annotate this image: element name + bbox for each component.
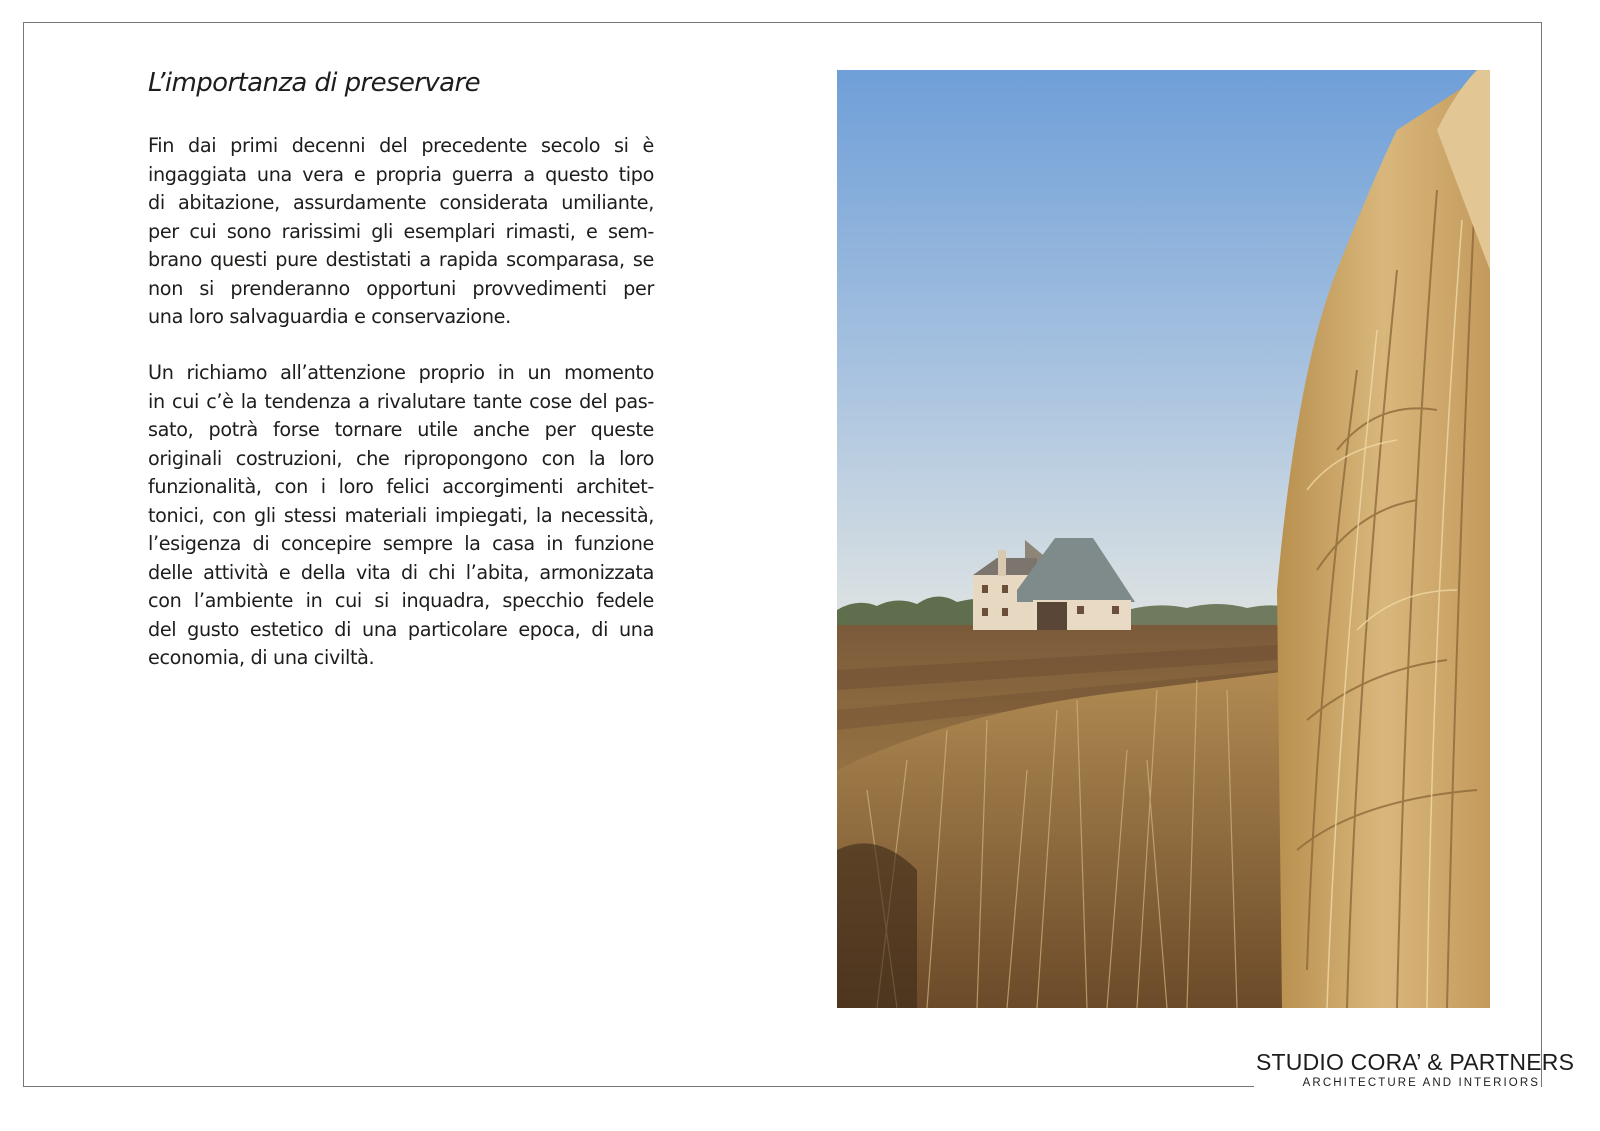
farmhouse-photo <box>837 70 1490 1008</box>
text-line: ingaggiata una vera e propria guerra a questo tipo <box>148 162 654 186</box>
text-line: Un richiamo all’attenzione proprio in un momento <box>148 361 654 384</box>
paragraph-1 <box>148 132 654 332</box>
text-line: delle attività e della vita di chi l’abita, armonizzata <box>148 560 654 584</box>
page-title: L’importanza di preservare <box>148 68 480 98</box>
text-line: con l’ambiente in cui si inquadra, specchio fedele <box>148 589 654 612</box>
page-frame-bottom-rule <box>23 1086 1254 1087</box>
text-line: in cui c’è la tendenza a rivalutare tante cose del pas- <box>148 389 654 413</box>
text-line: originali costruzioni, che ripropongono con la loro <box>148 446 654 470</box>
text-line: economia, di una civiltà. <box>148 646 375 669</box>
text-line: l’esigenza di concepire sempre la casa in funzione <box>148 532 654 555</box>
logo-tagline: ARCHITECTURE AND INTERIORS <box>1302 1077 1540 1089</box>
text-line: di abitazione, assurdamente considerata umiliante, <box>148 191 654 214</box>
text-line: per cui sono rarissimi gli esemplari rimasti, e sem- <box>148 219 654 243</box>
paragraph-2 <box>148 359 654 673</box>
text-line: una loro salvaguardia e conservazione. <box>148 305 511 328</box>
text-line: non si prenderanno opportuni provvedimenti per <box>148 276 654 300</box>
text-line: funzionalità, con i loro felici accorgimenti architet- <box>148 475 654 498</box>
text-line: sato, potrà forse tornare utile anche per queste <box>148 418 654 441</box>
logo-name: STUDIO CORA’ & PARTNERS <box>1256 1049 1575 1075</box>
text-line: brano questi pure destistati a rapida scomparasa, se <box>148 248 654 271</box>
text-line: del gusto estetico di una particolare epoca, di una <box>148 617 654 641</box>
studio-logo <box>1256 1048 1575 1090</box>
text-line: tonici, con gli stessi materiali impiegati, la necessità, <box>148 503 654 527</box>
text-line: Fin dai primi decenni del precedente secolo si è <box>148 134 654 157</box>
